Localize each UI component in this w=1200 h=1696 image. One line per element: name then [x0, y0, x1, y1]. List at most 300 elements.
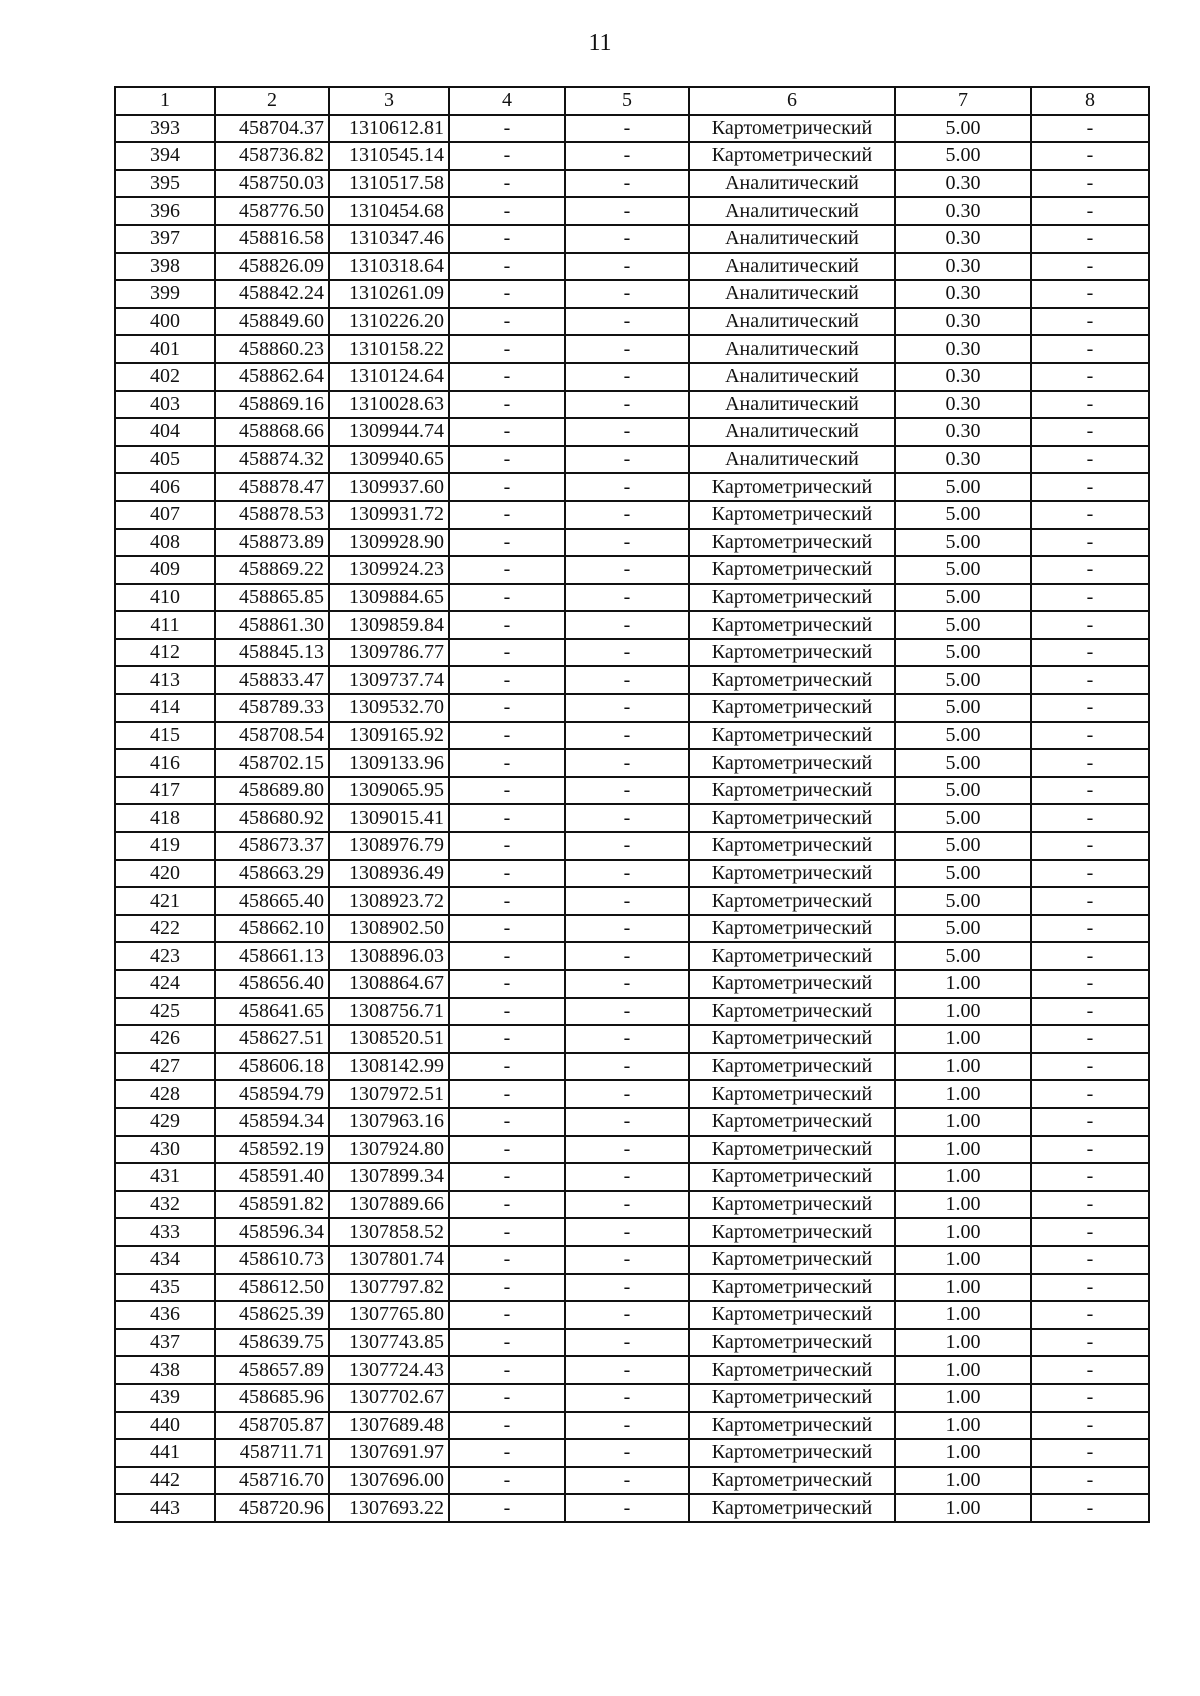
y-coordinate-cell: 1307963.16 [329, 1108, 449, 1136]
method-cell: Картометрический [689, 1163, 895, 1191]
accuracy-cell: 1.00 [895, 1108, 1031, 1136]
column-8-cell: - [1031, 1191, 1149, 1219]
column-header-8: 8 [1031, 87, 1149, 115]
column-4-cell: - [449, 418, 565, 446]
column-5-cell: - [565, 777, 689, 805]
column-8-cell: - [1031, 556, 1149, 584]
column-4-cell: - [449, 142, 565, 170]
column-5-cell: - [565, 832, 689, 860]
table-row [115, 998, 1149, 1026]
y-coordinate-cell: 1309532.70 [329, 694, 449, 722]
column-4-cell: - [449, 722, 565, 750]
x-coordinate-cell: 458689.80 [215, 777, 329, 805]
column-8-cell: - [1031, 473, 1149, 501]
method-cell: Картометрический [689, 887, 895, 915]
column-5-cell: - [565, 1246, 689, 1274]
point-number-cell: 418 [115, 804, 215, 832]
table-row [115, 1274, 1149, 1302]
column-5-cell: - [565, 749, 689, 777]
method-cell: Картометрический [689, 611, 895, 639]
table-row [115, 611, 1149, 639]
column-8-cell: - [1031, 832, 1149, 860]
table-row [115, 1053, 1149, 1081]
table-row [115, 749, 1149, 777]
point-number-cell: 408 [115, 529, 215, 557]
table-row [115, 308, 1149, 336]
point-number-cell: 416 [115, 749, 215, 777]
table-row [115, 1080, 1149, 1108]
column-4-cell: - [449, 584, 565, 612]
accuracy-cell: 1.00 [895, 998, 1031, 1026]
accuracy-cell: 0.30 [895, 225, 1031, 253]
column-5-cell: - [565, 253, 689, 281]
column-4-cell: - [449, 253, 565, 281]
accuracy-cell: 5.00 [895, 666, 1031, 694]
column-8-cell: - [1031, 887, 1149, 915]
column-5-cell: - [565, 584, 689, 612]
accuracy-cell: 5.00 [895, 887, 1031, 915]
point-number-cell: 415 [115, 722, 215, 750]
column-5-cell: - [565, 391, 689, 419]
table-row [115, 1467, 1149, 1495]
x-coordinate-cell: 458627.51 [215, 1025, 329, 1053]
column-4-cell: - [449, 1218, 565, 1246]
column-4-cell: - [449, 1108, 565, 1136]
column-4-cell: - [449, 998, 565, 1026]
column-4-cell: - [449, 1356, 565, 1384]
y-coordinate-cell: 1307899.34 [329, 1163, 449, 1191]
method-cell: Картометрический [689, 584, 895, 612]
column-8-cell: - [1031, 749, 1149, 777]
table-row [115, 501, 1149, 529]
accuracy-cell: 5.00 [895, 473, 1031, 501]
table-row [115, 1412, 1149, 1440]
table-row [115, 694, 1149, 722]
x-coordinate-cell: 458592.19 [215, 1136, 329, 1164]
method-cell: Картометрический [689, 1412, 895, 1440]
point-number-cell: 404 [115, 418, 215, 446]
point-number-cell: 435 [115, 1274, 215, 1302]
table-row [115, 170, 1149, 198]
column-8-cell: - [1031, 970, 1149, 998]
accuracy-cell: 1.00 [895, 1080, 1031, 1108]
point-number-cell: 423 [115, 942, 215, 970]
accuracy-cell: 0.30 [895, 363, 1031, 391]
column-5-cell: - [565, 942, 689, 970]
column-8-cell: - [1031, 1439, 1149, 1467]
y-coordinate-cell: 1309165.92 [329, 722, 449, 750]
x-coordinate-cell: 458594.34 [215, 1108, 329, 1136]
method-cell: Картометрический [689, 1053, 895, 1081]
column-8-cell: - [1031, 1163, 1149, 1191]
accuracy-cell: 1.00 [895, 1439, 1031, 1467]
column-5-cell: - [565, 556, 689, 584]
column-4-cell: - [449, 887, 565, 915]
accuracy-cell: 0.30 [895, 280, 1031, 308]
point-number-cell: 441 [115, 1439, 215, 1467]
column-5-cell: - [565, 1080, 689, 1108]
column-5-cell: - [565, 1163, 689, 1191]
accuracy-cell: 5.00 [895, 639, 1031, 667]
column-4-cell: - [449, 1301, 565, 1329]
y-coordinate-cell: 1307765.80 [329, 1301, 449, 1329]
x-coordinate-cell: 458685.96 [215, 1384, 329, 1412]
column-5-cell: - [565, 308, 689, 336]
method-cell: Аналитический [689, 446, 895, 474]
column-4-cell: - [449, 391, 565, 419]
column-4-cell: - [449, 942, 565, 970]
column-4-cell: - [449, 308, 565, 336]
accuracy-cell: 0.30 [895, 308, 1031, 336]
x-coordinate-cell: 458594.79 [215, 1080, 329, 1108]
accuracy-cell: 0.30 [895, 446, 1031, 474]
method-cell: Картометрический [689, 142, 895, 170]
method-cell: Картометрический [689, 1191, 895, 1219]
column-8-cell: - [1031, 860, 1149, 888]
column-8-cell: - [1031, 115, 1149, 143]
column-4-cell: - [449, 777, 565, 805]
x-coordinate-cell: 458656.40 [215, 970, 329, 998]
x-coordinate-cell: 458704.37 [215, 115, 329, 143]
method-cell: Картометрический [689, 1356, 895, 1384]
column-5-cell: - [565, 1053, 689, 1081]
table-body [115, 115, 1149, 1522]
table-row [115, 529, 1149, 557]
column-8-cell: - [1031, 1329, 1149, 1357]
point-number-cell: 393 [115, 115, 215, 143]
table-row [115, 225, 1149, 253]
column-8-cell: - [1031, 611, 1149, 639]
coordinates-table [114, 86, 1150, 1523]
column-4-cell: - [449, 115, 565, 143]
column-8-cell: - [1031, 1412, 1149, 1440]
x-coordinate-cell: 458708.54 [215, 722, 329, 750]
y-coordinate-cell: 1308923.72 [329, 887, 449, 915]
column-5-cell: - [565, 1356, 689, 1384]
point-number-cell: 401 [115, 335, 215, 363]
point-number-cell: 429 [115, 1108, 215, 1136]
column-4-cell: - [449, 1467, 565, 1495]
table-row [115, 1384, 1149, 1412]
column-4-cell: - [449, 611, 565, 639]
column-8-cell: - [1031, 777, 1149, 805]
method-cell: Картометрический [689, 1246, 895, 1274]
y-coordinate-cell: 1310318.64 [329, 253, 449, 281]
method-cell: Картометрический [689, 832, 895, 860]
column-header-4: 4 [449, 87, 565, 115]
point-number-cell: 399 [115, 280, 215, 308]
column-5-cell: - [565, 1467, 689, 1495]
point-number-cell: 409 [115, 556, 215, 584]
column-5-cell: - [565, 1412, 689, 1440]
method-cell: Картометрический [689, 556, 895, 584]
x-coordinate-cell: 458610.73 [215, 1246, 329, 1274]
x-coordinate-cell: 458680.92 [215, 804, 329, 832]
method-cell: Картометрический [689, 1467, 895, 1495]
accuracy-cell: 5.00 [895, 749, 1031, 777]
column-5-cell: - [565, 170, 689, 198]
column-8-cell: - [1031, 446, 1149, 474]
method-cell: Картометрический [689, 1080, 895, 1108]
point-number-cell: 402 [115, 363, 215, 391]
accuracy-cell: 5.00 [895, 142, 1031, 170]
method-cell: Картометрический [689, 1108, 895, 1136]
table-row [115, 418, 1149, 446]
accuracy-cell: 5.00 [895, 501, 1031, 529]
accuracy-cell: 5.00 [895, 832, 1031, 860]
table-row [115, 280, 1149, 308]
method-cell: Аналитический [689, 391, 895, 419]
y-coordinate-cell: 1307689.48 [329, 1412, 449, 1440]
table-row [115, 804, 1149, 832]
column-8-cell: - [1031, 363, 1149, 391]
y-coordinate-cell: 1310517.58 [329, 170, 449, 198]
y-coordinate-cell: 1308520.51 [329, 1025, 449, 1053]
column-8-cell: - [1031, 308, 1149, 336]
column-5-cell: - [565, 722, 689, 750]
x-coordinate-cell: 458711.71 [215, 1439, 329, 1467]
y-coordinate-cell: 1309940.65 [329, 446, 449, 474]
column-8-cell: - [1031, 1274, 1149, 1302]
table-row [115, 1439, 1149, 1467]
y-coordinate-cell: 1307858.52 [329, 1218, 449, 1246]
table-row [115, 666, 1149, 694]
y-coordinate-cell: 1308864.67 [329, 970, 449, 998]
x-coordinate-cell: 458625.39 [215, 1301, 329, 1329]
method-cell: Картометрический [689, 1439, 895, 1467]
x-coordinate-cell: 458869.16 [215, 391, 329, 419]
column-8-cell: - [1031, 197, 1149, 225]
column-4-cell: - [449, 529, 565, 557]
column-4-cell: - [449, 1439, 565, 1467]
point-number-cell: 394 [115, 142, 215, 170]
table-row [115, 1301, 1149, 1329]
column-8-cell: - [1031, 335, 1149, 363]
x-coordinate-cell: 458705.87 [215, 1412, 329, 1440]
column-4-cell: - [449, 1412, 565, 1440]
table-row [115, 777, 1149, 805]
y-coordinate-cell: 1309928.90 [329, 529, 449, 557]
x-coordinate-cell: 458845.13 [215, 639, 329, 667]
accuracy-cell: 5.00 [895, 556, 1031, 584]
table-row [115, 446, 1149, 474]
point-number-cell: 397 [115, 225, 215, 253]
point-number-cell: 443 [115, 1494, 215, 1522]
column-5-cell: - [565, 639, 689, 667]
y-coordinate-cell: 1309133.96 [329, 749, 449, 777]
y-coordinate-cell: 1308142.99 [329, 1053, 449, 1081]
point-number-cell: 407 [115, 501, 215, 529]
point-number-cell: 433 [115, 1218, 215, 1246]
column-header-5: 5 [565, 87, 689, 115]
table-row [115, 1218, 1149, 1246]
x-coordinate-cell: 458878.47 [215, 473, 329, 501]
column-5-cell: - [565, 1329, 689, 1357]
accuracy-cell: 1.00 [895, 1467, 1031, 1495]
column-4-cell: - [449, 1494, 565, 1522]
accuracy-cell: 5.00 [895, 115, 1031, 143]
y-coordinate-cell: 1309737.74 [329, 666, 449, 694]
column-4-cell: - [449, 804, 565, 832]
page-number: 11 [588, 30, 612, 56]
x-coordinate-cell: 458591.82 [215, 1191, 329, 1219]
method-cell: Аналитический [689, 280, 895, 308]
accuracy-cell: 5.00 [895, 529, 1031, 557]
accuracy-cell: 0.30 [895, 391, 1031, 419]
x-coordinate-cell: 458874.32 [215, 446, 329, 474]
column-5-cell: - [565, 280, 689, 308]
method-cell: Картометрический [689, 915, 895, 943]
y-coordinate-cell: 1309884.65 [329, 584, 449, 612]
column-4-cell: - [449, 446, 565, 474]
method-cell: Картометрический [689, 639, 895, 667]
table-row [115, 722, 1149, 750]
method-cell: Картометрический [689, 1494, 895, 1522]
column-4-cell: - [449, 1163, 565, 1191]
y-coordinate-cell: 1309924.23 [329, 556, 449, 584]
x-coordinate-cell: 458865.85 [215, 584, 329, 612]
column-5-cell: - [565, 1136, 689, 1164]
x-coordinate-cell: 458849.60 [215, 308, 329, 336]
point-number-cell: 436 [115, 1301, 215, 1329]
column-4-cell: - [449, 694, 565, 722]
table-row [115, 1136, 1149, 1164]
y-coordinate-cell: 1307724.43 [329, 1356, 449, 1384]
method-cell: Аналитический [689, 418, 895, 446]
column-4-cell: - [449, 1329, 565, 1357]
column-5-cell: - [565, 694, 689, 722]
column-4-cell: - [449, 639, 565, 667]
x-coordinate-cell: 458869.22 [215, 556, 329, 584]
column-8-cell: - [1031, 804, 1149, 832]
column-8-cell: - [1031, 253, 1149, 281]
column-8-cell: - [1031, 418, 1149, 446]
table-row [115, 942, 1149, 970]
column-4-cell: - [449, 335, 565, 363]
method-cell: Картометрический [689, 1218, 895, 1246]
y-coordinate-cell: 1309065.95 [329, 777, 449, 805]
x-coordinate-cell: 458750.03 [215, 170, 329, 198]
y-coordinate-cell: 1310028.63 [329, 391, 449, 419]
point-number-cell: 419 [115, 832, 215, 860]
column-5-cell: - [565, 446, 689, 474]
column-header-2: 2 [215, 87, 329, 115]
y-coordinate-cell: 1309931.72 [329, 501, 449, 529]
y-coordinate-cell: 1310124.64 [329, 363, 449, 391]
y-coordinate-cell: 1308902.50 [329, 915, 449, 943]
point-number-cell: 400 [115, 308, 215, 336]
column-4-cell: - [449, 197, 565, 225]
method-cell: Картометрический [689, 777, 895, 805]
point-number-cell: 442 [115, 1467, 215, 1495]
column-5-cell: - [565, 1191, 689, 1219]
column-5-cell: - [565, 142, 689, 170]
method-cell: Картометрический [689, 1136, 895, 1164]
method-cell: Аналитический [689, 197, 895, 225]
column-header-3: 3 [329, 87, 449, 115]
y-coordinate-cell: 1307702.67 [329, 1384, 449, 1412]
y-coordinate-cell: 1308976.79 [329, 832, 449, 860]
table-row [115, 887, 1149, 915]
method-cell: Аналитический [689, 253, 895, 281]
method-cell: Картометрический [689, 1274, 895, 1302]
x-coordinate-cell: 458716.70 [215, 1467, 329, 1495]
point-number-cell: 414 [115, 694, 215, 722]
accuracy-cell: 5.00 [895, 777, 1031, 805]
column-8-cell: - [1031, 694, 1149, 722]
table-row [115, 1025, 1149, 1053]
column-4-cell: - [449, 280, 565, 308]
column-8-cell: - [1031, 391, 1149, 419]
accuracy-cell: 0.30 [895, 253, 1031, 281]
column-8-cell: - [1031, 1246, 1149, 1274]
column-4-cell: - [449, 501, 565, 529]
x-coordinate-cell: 458861.30 [215, 611, 329, 639]
table-row [115, 1356, 1149, 1384]
x-coordinate-cell: 458591.40 [215, 1163, 329, 1191]
column-5-cell: - [565, 418, 689, 446]
accuracy-cell: 5.00 [895, 611, 1031, 639]
accuracy-cell: 1.00 [895, 1163, 1031, 1191]
column-5-cell: - [565, 115, 689, 143]
column-5-cell: - [565, 529, 689, 557]
column-4-cell: - [449, 749, 565, 777]
x-coordinate-cell: 458873.89 [215, 529, 329, 557]
x-coordinate-cell: 458736.82 [215, 142, 329, 170]
method-cell: Картометрический [689, 942, 895, 970]
method-cell: Картометрический [689, 1329, 895, 1357]
column-5-cell: - [565, 998, 689, 1026]
accuracy-cell: 1.00 [895, 1246, 1031, 1274]
column-4-cell: - [449, 666, 565, 694]
point-number-cell: 439 [115, 1384, 215, 1412]
point-number-cell: 395 [115, 170, 215, 198]
table-row [115, 253, 1149, 281]
table-row [115, 915, 1149, 943]
point-number-cell: 422 [115, 915, 215, 943]
x-coordinate-cell: 458862.64 [215, 363, 329, 391]
y-coordinate-cell: 1308936.49 [329, 860, 449, 888]
column-8-cell: - [1031, 225, 1149, 253]
accuracy-cell: 1.00 [895, 1274, 1031, 1302]
accuracy-cell: 1.00 [895, 1053, 1031, 1081]
point-number-cell: 406 [115, 473, 215, 501]
column-5-cell: - [565, 473, 689, 501]
point-number-cell: 430 [115, 1136, 215, 1164]
table-row [115, 1108, 1149, 1136]
column-8-cell: - [1031, 1136, 1149, 1164]
column-5-cell: - [565, 225, 689, 253]
method-cell: Картометрический [689, 970, 895, 998]
point-number-cell: 431 [115, 1163, 215, 1191]
y-coordinate-cell: 1310158.22 [329, 335, 449, 363]
method-cell: Картометрический [689, 694, 895, 722]
column-8-cell: - [1031, 142, 1149, 170]
table-row [115, 115, 1149, 143]
column-8-cell: - [1031, 529, 1149, 557]
point-number-cell: 432 [115, 1191, 215, 1219]
point-number-cell: 412 [115, 639, 215, 667]
y-coordinate-cell: 1307696.00 [329, 1467, 449, 1495]
column-5-cell: - [565, 1384, 689, 1412]
x-coordinate-cell: 458878.53 [215, 501, 329, 529]
column-5-cell: - [565, 666, 689, 694]
x-coordinate-cell: 458639.75 [215, 1329, 329, 1357]
accuracy-cell: 5.00 [895, 804, 1031, 832]
point-number-cell: 426 [115, 1025, 215, 1053]
method-cell: Картометрический [689, 666, 895, 694]
x-coordinate-cell: 458720.96 [215, 1494, 329, 1522]
